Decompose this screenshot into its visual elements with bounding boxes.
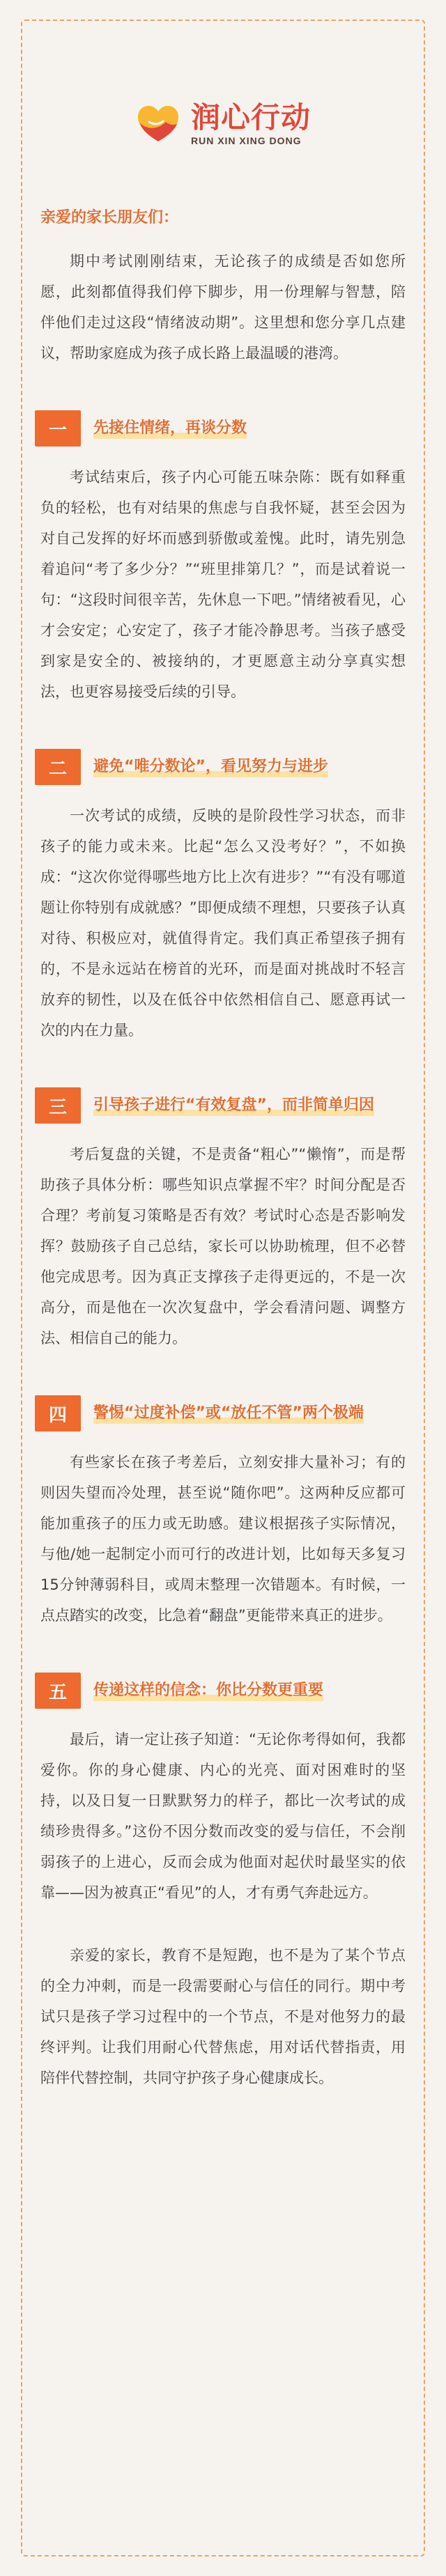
section-title: 避免“唯分数论”，看见努力与进步 <box>93 754 328 780</box>
brand-logo <box>40 20 406 146</box>
section-body: 考试结束后，孩子内心可能五味杂陈：既有如释重负的轻松，也有对结果的焦虑与自我怀疑，甚至会因为对自己发挥的好坏而感到骄傲或羞愧。此时，请先别急着追问“考了多少分？”“班里排第几？”，而是试着说一句：“这段时间很辛苦，先休息一下吧。”情绪被看见，心才会安定；心安定了，孩子才能冷静思考。当孩子感受到家是安全的、被接纳的，才更愿意主动分享真实想法，也更容易接受后续的引导。 <box>40 469 406 700</box>
section-heading-3 <box>35 1087 406 1124</box>
section-number: 四 <box>35 1395 81 1431</box>
section-title: 引导孩子进行“有效复盘”，而非简单归因 <box>93 1093 374 1119</box>
section-heading-5 <box>35 1673 406 1709</box>
section-heading-2 <box>35 749 406 785</box>
section-number: 五 <box>35 1673 81 1709</box>
heart-hands-icon <box>135 104 181 144</box>
section-body: 考后复盘的关键，不是责备“粗心”“懒惰”，而是帮助孩子具体分析：哪些知识点掌握不牢？时间分配是否合理？考前复习策略是否有效？考试时心态是否影响发挥？鼓励孩子自己总结，家长可以协助梳理，但不必替他完成思考。因为真正支撑孩子走得更远的，不是一次高分，而是他在一次次复盘中，学会看清问题、调整方法、相信自己的能力。 <box>40 1146 406 1347</box>
section-title: 先接住情绪，再谈分数 <box>93 416 247 442</box>
brand-name-en: RUN XIN XING DONG <box>190 135 302 146</box>
section-body: 最后，请一定让孩子知道：“无论你考得如何，我都爱你。你的身心健康、内心的光亮、面对困难时的坚持，以及日复一日默默努力的样子，都比一次考试的成绩珍贵得多。”这份不因分数而改变的爱与信任，不会削弱孩子的上进心，反而会成为他面对起伏时最坚实的依靠——因为被真正“看见”的人，才有勇气奔赴远方。 <box>40 1731 406 1901</box>
section-heading-1 <box>35 410 406 447</box>
section-title: 传递这样的信念：你比分数更重要 <box>93 1678 323 1704</box>
section-number: 一 <box>35 410 81 447</box>
section-title: 警惕“过度补偿”或“放任不管”两个极端 <box>93 1401 364 1427</box>
section-body: 有些家长在孩子考差后，立刻安排大量补习；有的则因失望而冷处理，甚至说“随你吧”。这两种反应都可能加重孩子的压力或无助感。建议根据孩子实际情况，与他/她一起制定小而可行的改进计划，比如每天多复习15分钟薄弱科目，或周末整理一次错题本。有时候，一点点踏实的改变，比急着“翻盘”更能带来真正的进步。 <box>40 1454 406 1624</box>
content <box>21 20 425 2093</box>
closing-paragraph: 亲爱的家长，教育不是短跑，也不是为了某个节点的全力冲刺，而是一段需要耐心与信任的同行。期中考试只是孩子学习过程中的一个节点，不是对他努力的最终评判。让我们用耐心代替焦虑，用对话代替指责，用陪伴代替控制，共同守护孩子身心健康成长。 <box>40 1947 406 2086</box>
brand-name <box>191 102 311 146</box>
intro-paragraph: 期中考试刚刚结束，无论孩子的成绩是否如您所愿，此刻都值得我们停下脚步，用一份理解与智慧，陪伴他们走过这段“情绪波动期”。这里想和您分享几点建议，帮助家庭成为孩子成长路上最温暖的港湾。 <box>40 253 406 362</box>
section-body: 一次考试的成绩，反映的是阶段性学习状态，而非孩子的能力或未来。比起“怎么又没考好？”，不如换成：“这次你觉得哪些地方比上次有进步？”“有没有哪道题让你特别有成就感？”即便成绩不理想，只要孩子认真对待、积极应对，就值得肯定。我们真正希望孩子拥有的，不是永远站在榜首的光环，而是面对挑战时不轻言放弃的韧性，以及在低谷中依然相信自己、愿意再试一次的内在力量。 <box>40 807 406 1039</box>
section-heading-4 <box>35 1395 406 1431</box>
greeting: 亲爱的家长朋友们： <box>40 209 179 226</box>
section-number: 三 <box>35 1087 81 1124</box>
brand-name-cn: 润心行动 <box>190 100 311 134</box>
section-number: 二 <box>35 749 81 785</box>
